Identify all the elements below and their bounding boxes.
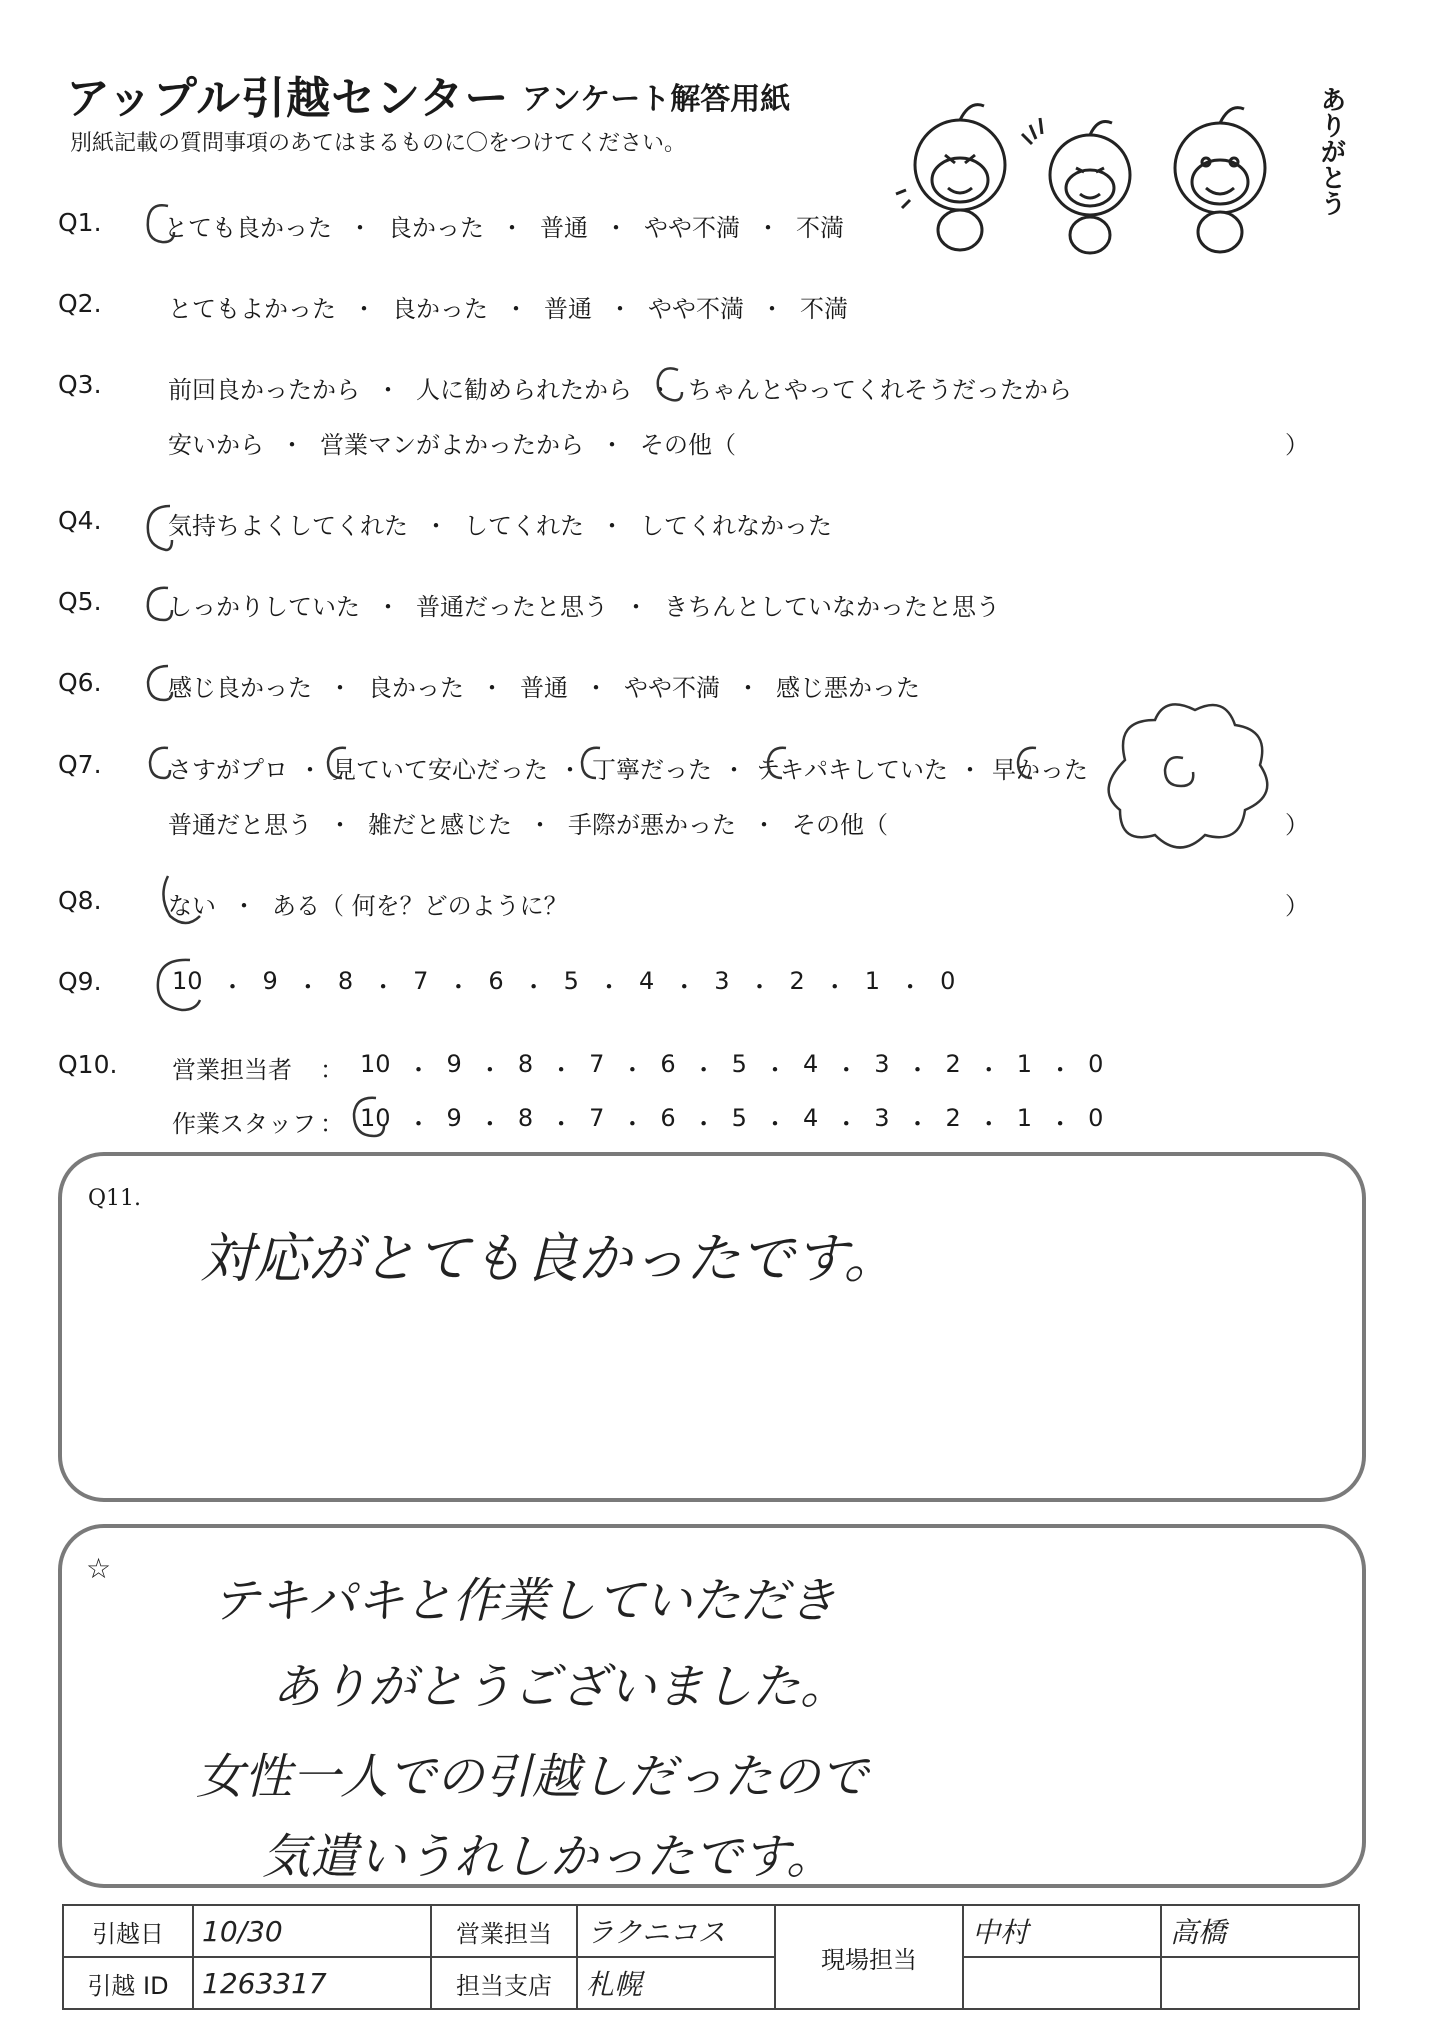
q9-score[interactable]: 10	[172, 967, 203, 995]
q10-sales-score[interactable]: 10	[360, 1050, 391, 1078]
q7-option-other[interactable]: その他（	[792, 811, 888, 839]
move-date-value[interactable]	[193, 1905, 431, 1957]
instruction-text: 別紙記載の質問事項のあてはまるものに〇をつけてください。	[70, 131, 687, 156]
q7-close-paren: ）	[1285, 811, 1309, 839]
site-staff-2-handwritten: 高橋	[1170, 1916, 1227, 1949]
q10-staff-score[interactable]: 6	[660, 1104, 676, 1132]
site-staff-4[interactable]	[1161, 1957, 1359, 2009]
q1-options: とても良かった ・ 良かった ・ 普通 ・ やや不満 ・ 不満	[164, 208, 844, 243]
monkey-mascot-illustration	[890, 70, 1340, 260]
move-date-handwritten: 10/30	[202, 1914, 283, 1948]
q9-score[interactable]: 8	[337, 967, 354, 995]
q2-option[interactable]: 普通	[544, 295, 592, 323]
branch-handwritten: 札幌	[586, 1968, 643, 2001]
q9-score[interactable]: 9	[262, 967, 278, 995]
q10-staff-score[interactable]: 4	[802, 1104, 819, 1132]
q3-option[interactable]: ちゃんとやってくれそうだったから	[688, 376, 1072, 404]
site-staff-3[interactable]	[963, 1957, 1161, 2009]
q6-option[interactable]: 普通	[520, 674, 568, 702]
q9-label: Q9.	[58, 967, 102, 996]
q9-score[interactable]: 2	[789, 967, 805, 995]
q10-sales-name: 営業担当者	[172, 1056, 292, 1084]
q6-option[interactable]: 感じ悪かった	[776, 674, 920, 702]
q1-option[interactable]: とても良かった	[164, 214, 332, 242]
move-id-value[interactable]	[193, 1957, 431, 2009]
q7-option[interactable]: 早かった	[992, 756, 1088, 784]
q6-option[interactable]: やや不満	[624, 674, 720, 702]
q7-circle-mark-1	[150, 748, 170, 778]
q10-staff-score[interactable]: 2	[945, 1104, 961, 1132]
comment-line[interactable]: 女性一人での引越しだったので	[196, 1749, 869, 1805]
brand-title: アップル引越センター	[66, 73, 510, 124]
q10-staff-score[interactable]: 9	[446, 1104, 462, 1132]
q8-option-other[interactable]: ある（ 何を？どのように？	[272, 892, 568, 920]
q5-option[interactable]: しっかりしていた	[168, 593, 360, 621]
star-label: ☆	[86, 1552, 112, 1585]
q8-close-paren: ）	[1285, 892, 1309, 920]
q3-option[interactable]: 営業マンがよかったから	[320, 431, 584, 459]
q3-option[interactable]: 前回良かったから	[168, 376, 360, 404]
q9-score[interactable]: 0	[940, 967, 956, 995]
q10-staff-score[interactable]: 3	[874, 1104, 890, 1132]
q10-sales-row: 営業担当者 ： 10 ・ 9 ・ 8 ・ 7 ・ 6 ・ 5 ・ 4 ・ 3 ・ 2 ・ 1 ・ 0	[172, 1050, 1104, 1084]
q6-label: Q6.	[58, 668, 102, 697]
q10-staff-score[interactable]: 8	[517, 1104, 534, 1132]
q5-options: しっかりしていた ・ 普通だったと思う ・ きちんとしていなかったと思う	[168, 587, 1000, 622]
q9-score[interactable]: 1	[864, 967, 881, 995]
branch-value[interactable]	[577, 1957, 775, 2009]
q10-sales-score[interactable]: 0	[1088, 1050, 1104, 1078]
q10-sales-score[interactable]: 8	[517, 1050, 534, 1078]
q10-sales-score[interactable]: 5	[731, 1050, 747, 1078]
move-id-handwritten: 1263317	[202, 1966, 327, 2000]
footer-info-table	[62, 1904, 1360, 2010]
q2-option[interactable]: とてもよかった	[168, 295, 336, 323]
q7-label: Q7.	[58, 750, 102, 779]
q8-label: Q8.	[58, 886, 102, 915]
q9-score[interactable]: 7	[413, 967, 429, 995]
q7-option[interactable]: 雑だと感じた	[368, 811, 512, 839]
q6-option[interactable]: 良かった	[368, 674, 464, 702]
q10-sales-score[interactable]: 1	[1016, 1050, 1033, 1078]
site-staff-1[interactable]	[963, 1905, 1161, 1957]
q2-option[interactable]: やや不満	[648, 295, 744, 323]
q1-label: Q1.	[58, 208, 102, 237]
q8-options: ない ・ ある（ 何を？どのように？	[168, 886, 568, 921]
q1-option[interactable]: やや不満	[644, 214, 740, 242]
q2-option[interactable]: 不満	[800, 295, 848, 323]
sales-rep-label: 営業担当	[431, 1905, 577, 1957]
q11-label: Q11.	[88, 1186, 142, 1211]
q10-sales-score[interactable]: 6	[660, 1050, 676, 1078]
comment-line[interactable]: テキパキと作業していただき	[212, 1573, 837, 1629]
sales-rep-value[interactable]	[577, 1905, 775, 1957]
q11-handwritten-answer[interactable]: 対応がとても良かったです。	[200, 1227, 898, 1290]
comment-line[interactable]: 気遣いうれしかったです。	[262, 1829, 835, 1885]
sales-rep-handwritten: ラクニコス	[586, 1916, 726, 1949]
q10-sales-score[interactable]: 4	[802, 1050, 819, 1078]
q7-option[interactable]: 手際が悪かった	[568, 811, 736, 839]
q8-option[interactable]: ない	[168, 892, 216, 920]
site-staff-1-handwritten: 中村	[972, 1916, 1029, 1949]
q3-option[interactable]: 安いから	[168, 431, 264, 459]
q7-option[interactable]: さすがプロ	[168, 756, 288, 784]
q4-options: 気持ちよくしてくれた ・ してくれた ・ してくれなかった	[168, 506, 832, 541]
q6-options: 感じ良かった ・ 良かった ・ 普通 ・ やや不満 ・ 感じ悪かった	[168, 668, 920, 703]
site-staff-label: 現場担当	[775, 1905, 963, 2009]
q7-flower-center	[1165, 757, 1193, 786]
q10-sales-score[interactable]: 9	[446, 1050, 462, 1078]
q9-score[interactable]: 4	[638, 967, 655, 995]
comment-line[interactable]: ありがとうございました。	[272, 1659, 849, 1715]
move-id-label: 引越 ID	[63, 1957, 193, 2009]
q7-option[interactable]: 普通だと思う	[168, 811, 312, 839]
q4-label: Q4.	[58, 506, 102, 535]
mascot-thanks-text: ありがとう	[1316, 86, 1346, 216]
q9-score[interactable]: 3	[714, 967, 730, 995]
q2-label: Q2.	[58, 289, 102, 318]
branch-label: 担当支店	[431, 1957, 577, 2009]
q10-colon: ：	[320, 1110, 344, 1138]
q10-staff-row: 作業スタッフ ： 10 ・ 9 ・ 8 ・ 7 ・ 6 ・ 5 ・ 4 ・ 3 ・ 2 ・ 1 ・ 0	[172, 1104, 1104, 1138]
q1-option[interactable]: 良かった	[388, 214, 484, 242]
q4-option[interactable]: してくれた	[464, 512, 584, 540]
q7-options-line1: さすがプロ ・ 見ていて安心だった ・ 丁寧だった ・ テキパキしていた ・ 早かった	[168, 750, 1088, 785]
q10-staff-score[interactable]: 1	[1016, 1104, 1033, 1132]
q3-options-line2: 安いから ・ 営業マンがよかったから ・ その他（	[168, 425, 736, 460]
q10-sales-score[interactable]: 7	[589, 1050, 605, 1078]
q10-sales-score[interactable]: 2	[945, 1050, 961, 1078]
q10-staff-name: 作業スタッフ	[172, 1110, 316, 1138]
q3-option[interactable]: 人に勧められたから	[416, 376, 632, 404]
q10-staff-score[interactable]: 10	[360, 1104, 391, 1132]
q7-option[interactable]: テキパキしていた	[756, 756, 948, 784]
q7-option[interactable]: 丁寧だった	[592, 756, 712, 784]
q4-option[interactable]: 気持ちよくしてくれた	[168, 512, 408, 540]
q11-answer-box	[58, 1152, 1366, 1502]
q2-options: とてもよかった ・ 良かった ・ 普通 ・ やや不満 ・ 不満	[168, 289, 848, 324]
q10-staff-score[interactable]: 0	[1088, 1104, 1104, 1132]
q5-label: Q5.	[58, 587, 102, 616]
q9-score[interactable]: 5	[563, 967, 579, 995]
q9-score[interactable]: 6	[488, 967, 504, 995]
q3-label: Q3.	[58, 370, 102, 399]
q5-option[interactable]: きちんとしていなかったと思う	[664, 593, 1000, 621]
q10-label: Q10.	[58, 1050, 118, 1079]
q10-sales-score[interactable]: 3	[874, 1050, 890, 1078]
q7-option[interactable]: 見ていて安心だった	[332, 756, 548, 784]
form-subtitle: アンケート解答用紙	[522, 82, 791, 117]
q2-option[interactable]: 良かった	[392, 295, 488, 323]
q7-options-line2: 普通だと思う ・ 雑だと感じた ・ 手際が悪かった ・ その他（	[168, 805, 888, 840]
q9-options: 10 ・ 9 ・ 8 ・ 7 ・ 6 ・ 5 ・ 4 ・ 3 ・ 2 ・ 1 ・ 0	[172, 967, 956, 1001]
q3-options-line1: 前回良かったから ・ 人に勧められたから ・ ちゃんとやってくれそうだったから	[168, 370, 1072, 405]
site-staff-2[interactable]	[1161, 1905, 1359, 1957]
move-date-label: 引越日	[63, 1905, 193, 1957]
q7-flower-doodle	[1109, 704, 1268, 847]
q10-staff-score[interactable]: 7	[589, 1104, 605, 1132]
q3-option-other[interactable]: その他（	[640, 431, 736, 459]
q1-option[interactable]: 普通	[540, 214, 588, 242]
q3-close-paren: ）	[1285, 431, 1309, 459]
q10-colon: ：	[320, 1056, 344, 1084]
q10-staff-score[interactable]: 5	[731, 1104, 747, 1132]
q6-option[interactable]: 感じ良かった	[168, 674, 312, 702]
q1-option[interactable]: 不満	[796, 214, 844, 242]
q5-option[interactable]: 普通だったと思う	[416, 593, 608, 621]
q4-option[interactable]: してくれなかった	[640, 512, 832, 540]
